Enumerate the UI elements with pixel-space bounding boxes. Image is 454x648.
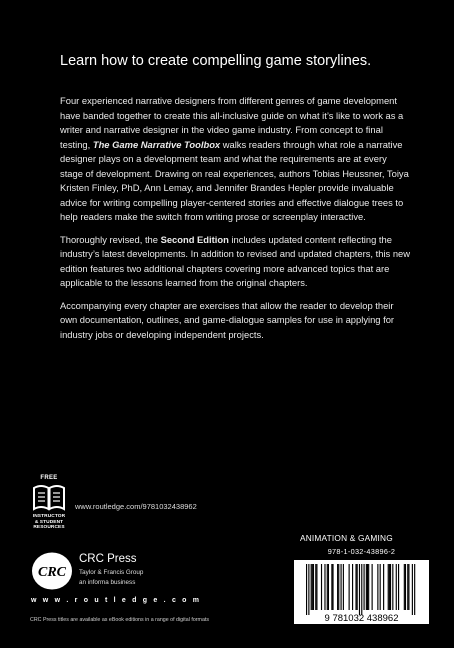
category-label: ANIMATION & GAMING [300,533,393,543]
barcode-bar [414,564,415,615]
barcode-bar [367,564,368,610]
barcode-bar [408,564,409,610]
edition-label: Second Edition [160,233,229,245]
badge-line-3: RESOURCES [33,525,65,531]
paragraph-1 [60,94,412,225]
barcode-bar [324,564,325,610]
barcode-bar [311,564,312,610]
barcode-bar [404,564,405,610]
barcode-bar [407,564,408,610]
open-book-icon [32,483,66,513]
description [60,94,412,350]
barcode-bar [392,564,393,610]
barcode-bar [321,564,322,610]
publisher-tagline: an informa business [79,579,136,586]
paragraph-2-text-a: Thoroughly revised, the [60,233,161,245]
barcode-bar [361,564,362,615]
crc-logo-icon [30,551,74,591]
book-title: The Game Narrative Toolbox [92,138,221,150]
barcode-bar [331,564,332,610]
paragraph-2-text-b: includes updated content reflecting the industry’s latest developments. In addition to revised and updated chapters, this new edition features two additional chapters covering more advanced topics that are applicable to the lessons learned from the original chapters. [60,233,411,288]
crc-logo-text: CRC [37,565,67,580]
barcode-bar [332,564,333,610]
barcode-digits: 9 781032 438962 [324,613,399,624]
barcode-bar [389,564,390,610]
barcode-bar [359,564,360,615]
barcode-bar [372,564,373,610]
badge-line-2: & STUDENT [34,519,64,525]
barcode-bar [405,564,406,610]
barcode-bar [383,564,384,610]
barcode-bar [337,564,338,610]
barcode-bar [398,564,399,610]
barcode-bar [327,564,328,610]
barcode-bar [380,564,381,610]
barcode-bar [338,564,339,610]
barcode-bar [328,564,329,610]
publisher-name: CRC Press [79,553,137,565]
headline: Learn how to create compelling game storylines. [60,53,372,69]
paragraph-1-text-a: Four experienced narrative designers from different genres of game development have banded together to create this all-inclusive guide on what it’s like to work as a writer and narrative designer in the video game industry. From concept to final testing, [60,95,404,150]
barcode-bar [352,564,353,610]
barcode-bar [388,564,389,610]
barcode-bar [316,564,317,610]
barcode-bar [341,564,342,610]
publisher-website[interactable]: w w w . r o u t l e d g e . c o m [31,597,202,604]
barcode-bar [396,564,397,610]
barcode-bar [412,564,413,615]
isbn-number: 978-1-032-43896-2 [327,547,396,556]
badge-free-label: FREE [40,475,58,481]
barcode-bar [364,564,365,610]
barcode-bar [308,564,309,615]
barcode-bar [366,564,367,610]
barcode-bar [355,564,356,610]
badge-line-1: INSTRUCTOR [32,514,66,519]
barcode-bar [313,564,314,610]
barcode-bar [312,564,313,610]
paragraph-2 [60,233,412,291]
barcode-bar [377,564,378,610]
barcode-bar [343,564,344,610]
free-resources-badge [31,475,67,545]
publisher-group: Taylor & Francis Group [79,569,144,576]
barcode-bar [390,564,391,610]
paragraph-3: Accompanying every chapter are exercises that allow the reader to develop their own documentation, outlines, and game-dialogue samples for use in applying for industry jobs or developing independent projects. [60,299,395,340]
barcode-panel [294,560,429,624]
barcode-bar [368,564,369,610]
paragraph-1-text-b: walks readers through what role a narrative designer plays on a development team and what the requirements are at every stage of development. Drawing on real experiences, authors Tobias Heussner, Toiya Kristen Finley, PhD, Ann Lemay, and Jennifer Brandes Hepler provide invaluable advice for writing compelling player-centered stories and effective dialogue trees to help readers make the switch from writing prose or screenplay interactive. [60,138,409,222]
ebook-note: CRC Press titles are available as eBook editions in a range of digital formats [30,617,210,623]
barcode-bar [315,564,316,610]
barcode-bar [349,564,350,610]
isbn-barcode [294,560,429,624]
barcode-bar [306,564,307,615]
resource-url[interactable]: www.routledge.com/9781032438962 [75,502,197,511]
barcode-bar [357,564,358,610]
